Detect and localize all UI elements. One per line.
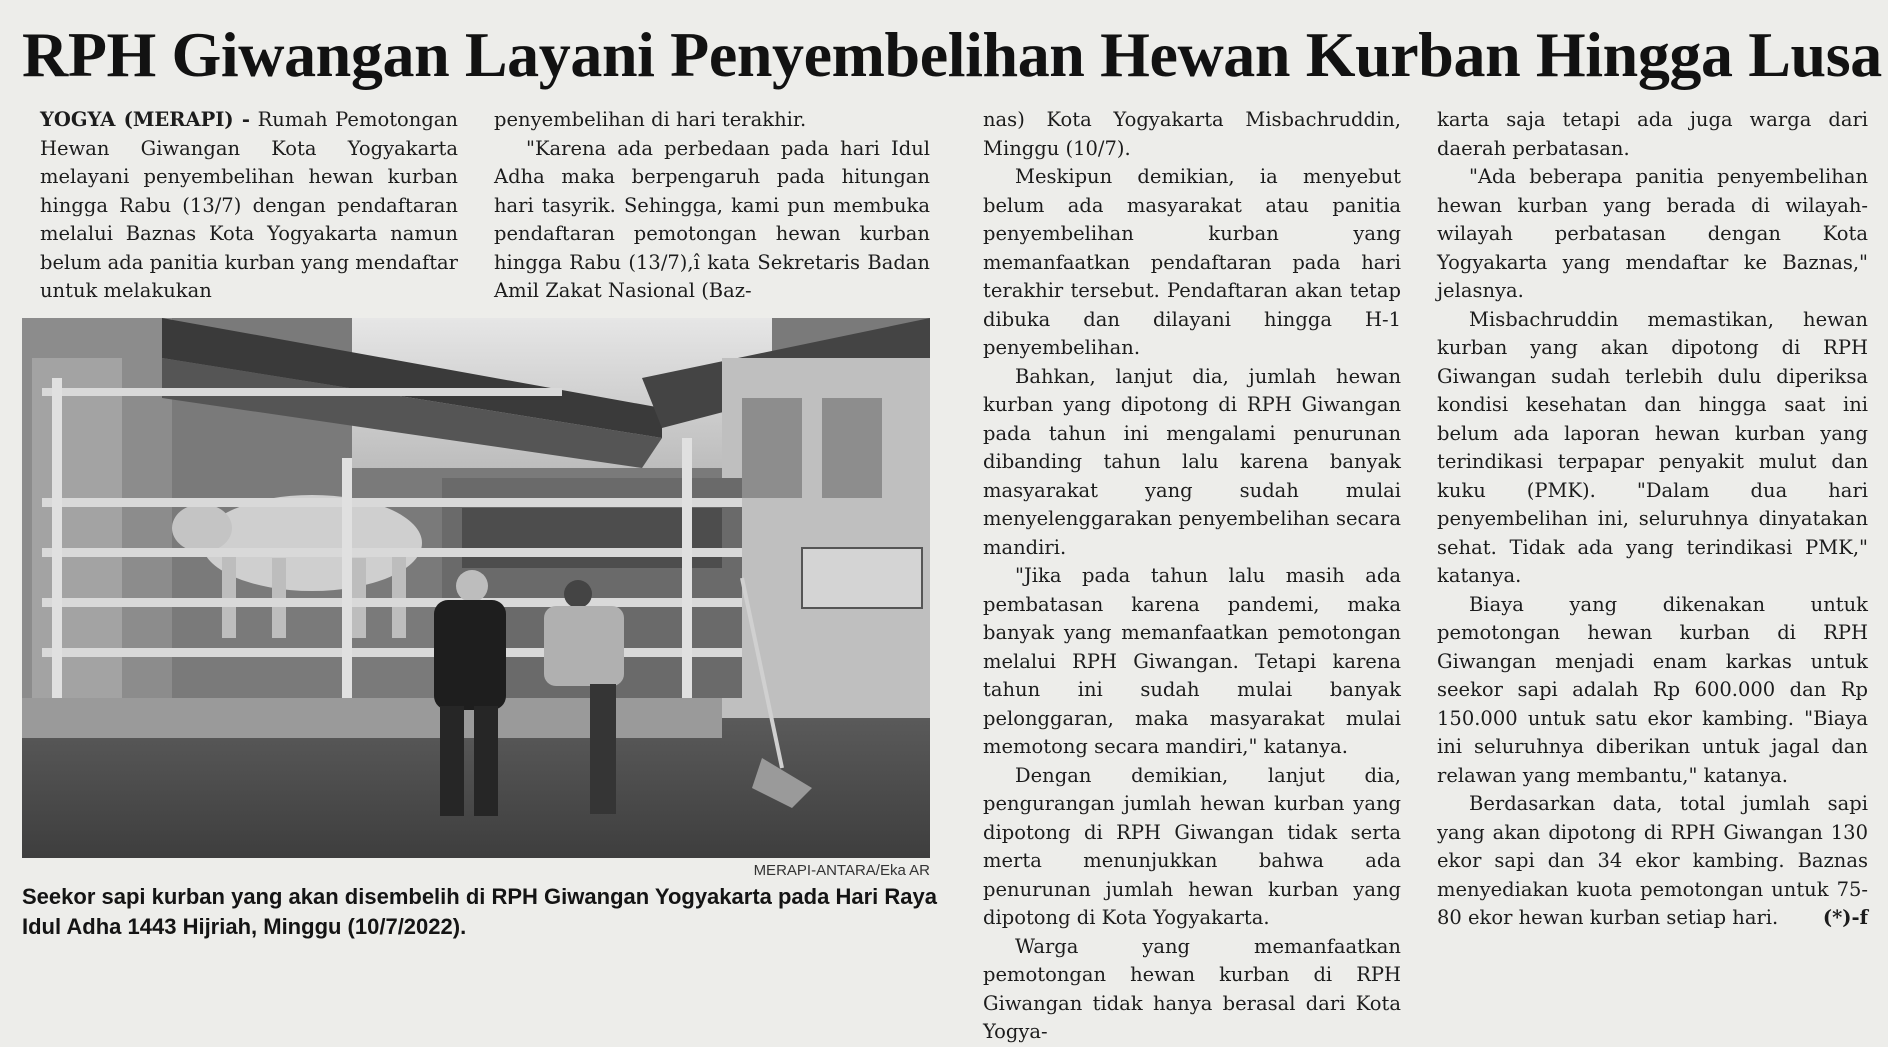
article-paragraph: "Karena ada perbedaan pada hari Idul Adha maka berpengaruh pada hitungan hari tasyrik. Sehingga, kami pun membuka pendaftaran pemotongan hewan kurban hingga Rabu (13/7),î kata Sekretaris Badan Amil Zakat Nasional (Baz- bbox=[494, 136, 930, 302]
article-column-2 bbox=[494, 106, 930, 306]
article-paragraph: Dengan demikian, lanjut dia, pengurangan jumlah hewan kurban yang dipotong di RPH Giwangan tidak serta merta menunjukkan bahwa ada penurunan jumlah hewan kurban yang dipotong di Kota Yogyakarta. bbox=[983, 763, 1401, 929]
article-paragraph: karta saja tetapi ada juga warga dari daerah perbatasan. bbox=[1437, 108, 1868, 160]
article-paragraph: Misbachruddin memastikan, hewan kurban yang akan dipotong di RPH Giwangan sudah terlebih dulu diperiksa kondisi kesehatan dan hingga saat ini belum ada laporan hewan kurban yang terindikasi terpapar penyakit mulut dan kuku (PMK). "Dalam dua hari penyembelihan ini, seluruhnya dinyatakan sehat. Tidak ada yang terindikasi PMK," katanya. bbox=[1437, 307, 1868, 587]
photo-credit: MERAPI-ANTARA/Eka AR bbox=[753, 862, 930, 879]
article-paragraph bbox=[1437, 790, 1868, 933]
article-paragraph: penyembelihan di hari terakhir. bbox=[494, 108, 807, 131]
article-column-1 bbox=[40, 106, 458, 306]
article-paragraph: Warga yang memanfaatkan pemotongan hewan kurban di RPH Giwangan tidak hanya berasal dari Kota Yogya- bbox=[983, 934, 1401, 1043]
photo-caption: Seekor sapi kurban yang akan disembelih di RPH Giwangan Yogyakarta pada Hari Raya Idul Adha 1443 Hijriah, Minggu (10/7/2022). bbox=[22, 884, 937, 939]
article-paragraph: Bahkan, lanjut dia, jumlah hewan kurban yang dipotong di RPH Giwangan pada tahun ini mengalami penurunan dibanding tahun lalu karena banyak masyarakat yang sudah mulai menyelenggarakan penyembelihan secara mandiri. bbox=[983, 364, 1401, 559]
article-paragraph bbox=[40, 106, 458, 306]
dateline: YOGYA (MERAPI) - bbox=[40, 108, 250, 131]
article-headline: RPH Giwangan Layani Penyembelihan Hewan Kurban Hingga Lusa bbox=[22, 19, 1882, 90]
paragraph-text: Berdasarkan data, total jumlah sapi yang akan dipotong di RPH Giwangan 130 ekor sapi dan 34 ekor kambing. Baznas menyediakan kuota pemotongan untuk 75-80 ekor hewan kurban setiap hari. bbox=[1437, 792, 1868, 929]
article-column-3 bbox=[983, 106, 1401, 1047]
article-column-4 bbox=[1437, 106, 1868, 933]
article-paragraph: "Ada beberapa panitia penyembelihan hewan kurban yang berada di wilayah-wilayah perbatasan dengan Kota Yogyakarta yang mendaftar ke Baznas," jelasnya. bbox=[1437, 165, 1868, 302]
signoff: (*)-f bbox=[1822, 906, 1868, 929]
news-photo bbox=[22, 318, 930, 858]
cattle-pen-photo bbox=[22, 318, 930, 858]
paragraph-text: Rumah Pemotongan Hewan Giwangan Kota Yogyakarta melayani penyembelihan hewan kurban hingga Rabu (13/7) dengan pendaftaran melalui Baznas Kota Yogyakarta namun belum ada panitia kurban yang mendaftar untuk melakukan bbox=[40, 108, 458, 302]
article-paragraph: Biaya yang dikenakan untuk pemotongan hewan kurban di RPH Giwangan menjadi enam karkas untuk seekor sapi adalah Rp 600.000 dan Rp 150.000 untuk satu ekor kambing. "Biaya ini seluruhnya diberikan untuk jagal dan relawan yang membantu," katanya. bbox=[1437, 592, 1868, 787]
article-paragraph: Meskipun demikian, ia menyebut belum ada masyarakat atau panitia penyembelihan kurban yang memanfaatkan pendaftaran pada hari terakhir tersebut. Pendaftaran akan tetap dibuka dan dilayani hingga H-1 penyembelihan. bbox=[983, 165, 1401, 359]
article-paragraph: "Jika pada tahun lalu masih ada pembatasan karena pandemi, maka banyak yang memanfaatkan pemotongan melalui RPH Giwangan. Tetapi karena tahun ini sudah mulai banyak pelonggaran, maka masyarakat mulai memotong secara mandiri," katanya. bbox=[983, 564, 1401, 758]
article-paragraph: nas) Kota Yogyakarta Misbachruddin, Minggu (10/7). bbox=[983, 108, 1401, 160]
